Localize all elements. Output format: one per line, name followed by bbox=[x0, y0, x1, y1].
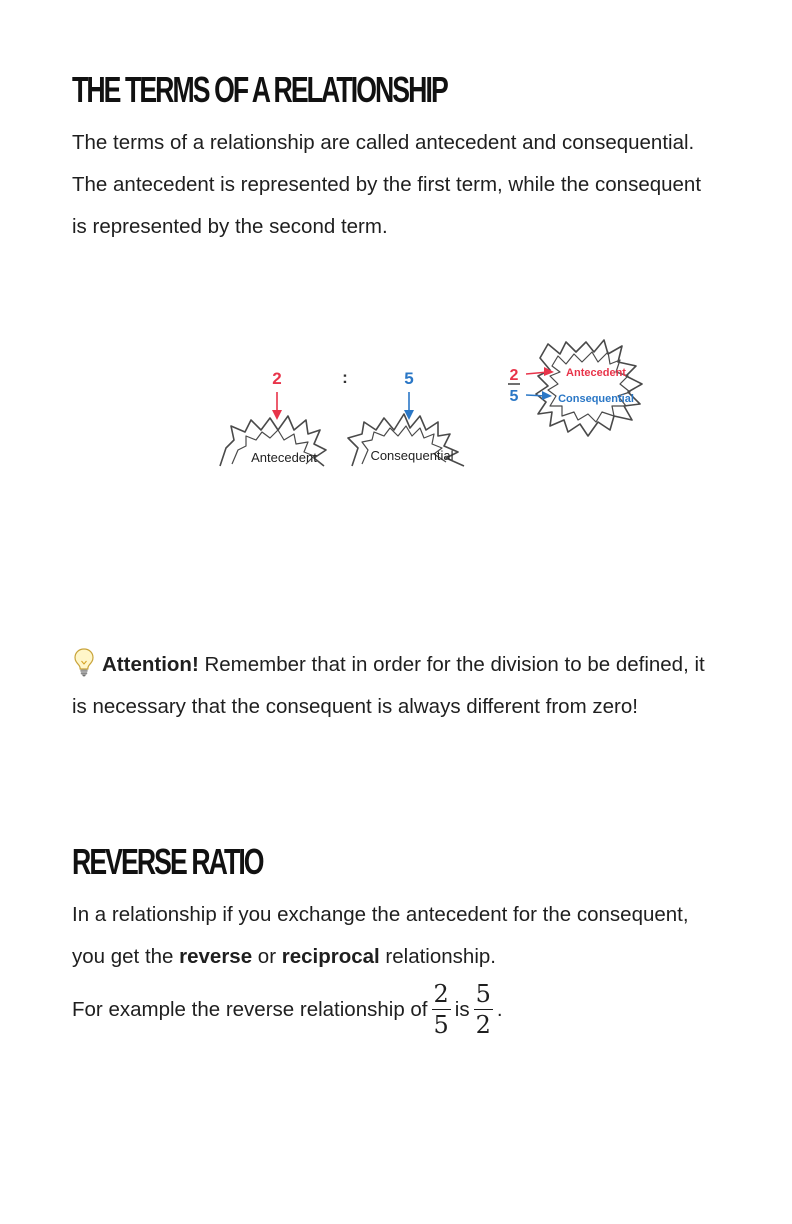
reverse-ratio-example bbox=[72, 980, 503, 1050]
example-end: . bbox=[496, 997, 503, 1021]
original-denominator: 5 bbox=[433, 1011, 449, 1039]
attention-label: Attention! bbox=[102, 653, 199, 676]
reverse-denominator: 2 bbox=[475, 1011, 491, 1039]
original-fraction bbox=[432, 980, 451, 1039]
second-term: 5 bbox=[404, 369, 414, 388]
reciprocal-term: reciprocal bbox=[281, 945, 380, 968]
antecedent-arrow-icon bbox=[272, 392, 282, 420]
burst-antecedent-label: Antecedent bbox=[566, 367, 626, 379]
paragraph-text-2: relationship. bbox=[379, 945, 496, 968]
section-title-reverse-ratio: REVERSE RATIO bbox=[72, 841, 263, 882]
reverse-fraction bbox=[474, 980, 493, 1039]
reverse-ratio-paragraph bbox=[72, 894, 712, 978]
ratio-separator: : bbox=[342, 368, 348, 387]
attention-note bbox=[72, 644, 712, 728]
section-title-terms: THE TERMS OF A RELATIONSHIP bbox=[72, 69, 447, 110]
example-is: is bbox=[454, 997, 470, 1021]
fraction-numerator: 2 bbox=[509, 367, 519, 384]
original-numerator: 2 bbox=[433, 980, 449, 1008]
paragraph-text-1: In a relationship if you exchange the antecedent for the consequent, you get the bbox=[72, 903, 689, 968]
paragraph-connector: or bbox=[252, 945, 282, 968]
first-term: 2 bbox=[272, 369, 282, 388]
reverse-numerator: 5 bbox=[475, 980, 491, 1008]
antecedent-label: Antecedent bbox=[251, 450, 317, 465]
terms-diagram bbox=[148, 336, 658, 471]
terms-paragraph: The terms of a relationship are called antecedent and consequential. The antecedent is represented by the first term, while the consequent is represented by the second term. bbox=[72, 131, 702, 238]
burst-consequential-label: Consequential bbox=[558, 393, 634, 405]
consequential-label: Consequential bbox=[370, 448, 454, 463]
reverse-term: reverse bbox=[179, 945, 253, 968]
lightbulb-icon bbox=[72, 647, 96, 677]
fraction-burst bbox=[536, 340, 642, 436]
example-prefix: For example the reverse relationship of bbox=[72, 997, 428, 1021]
attention-text: Remember that in order for the division to be defined, it is necessary that the consequent is always different from zero! bbox=[72, 653, 705, 718]
fraction-denominator: 5 bbox=[509, 388, 519, 405]
